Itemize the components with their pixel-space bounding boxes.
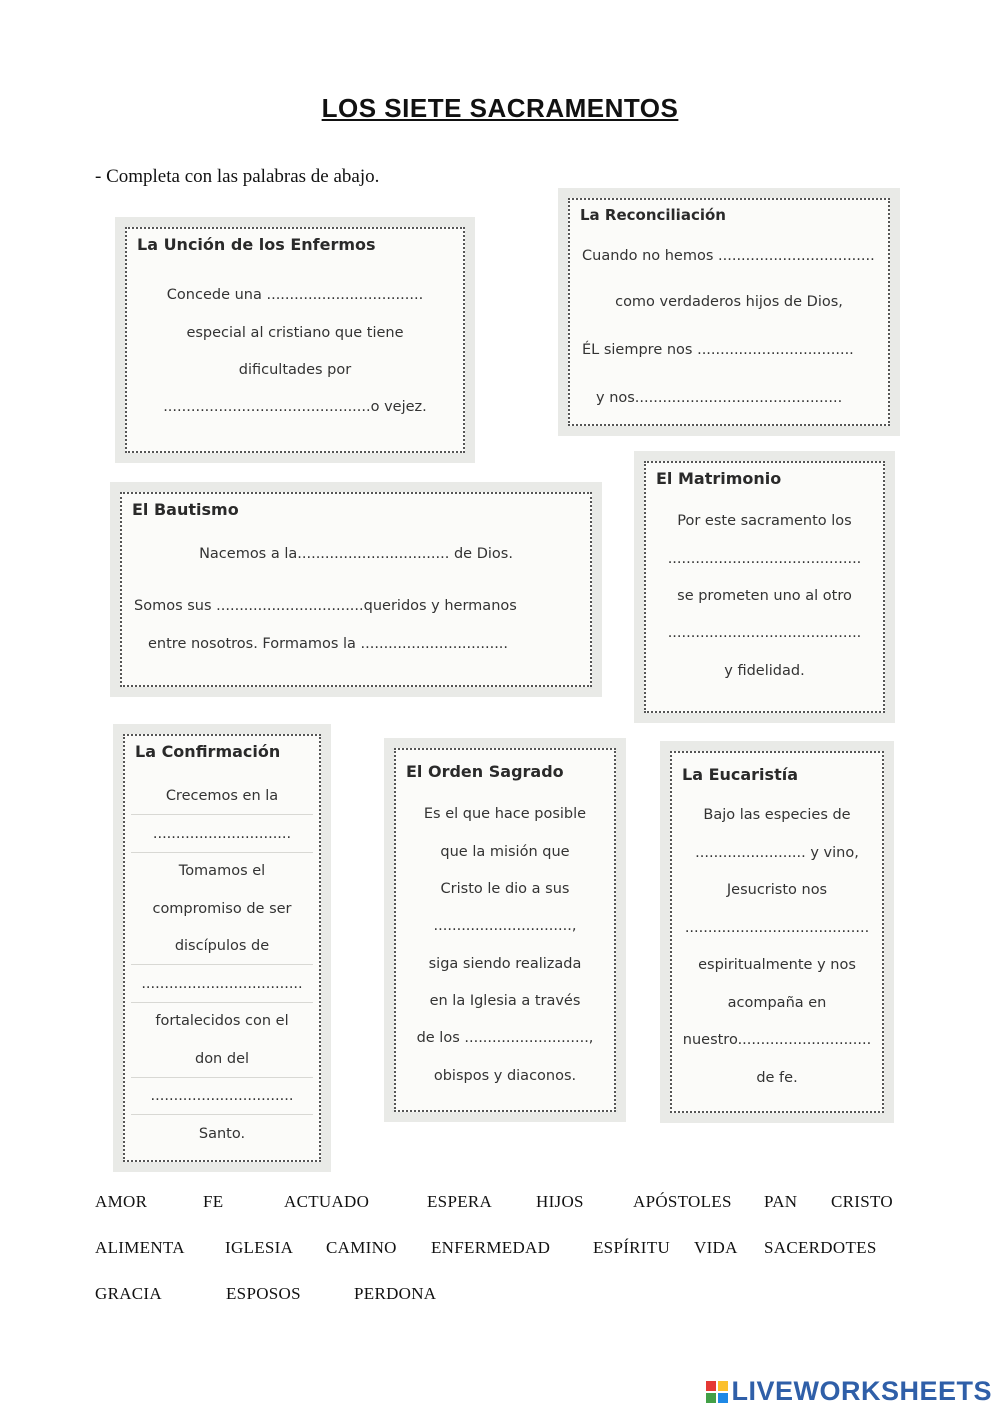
word-bank-item: ACTUADO	[284, 1192, 370, 1211]
card-line: de fe.	[756, 1070, 798, 1086]
card-uncion	[115, 217, 475, 463]
card-line: siga siendo realizada	[428, 956, 582, 972]
row-divider	[131, 1077, 313, 1078]
card-bautismo	[110, 482, 602, 697]
card-line: .............................................o vejez.	[163, 399, 427, 415]
card-title: El Orden Sagrado	[406, 762, 564, 781]
card-line: Tomamos el	[178, 863, 266, 879]
card-eucaristia	[660, 741, 894, 1123]
card-line: ...............................	[150, 1088, 294, 1104]
card-title: La Reconciliación	[580, 206, 726, 224]
card-title: El Matrimonio	[656, 469, 782, 488]
card-line: ...................................	[141, 976, 303, 992]
card-line: ........................................	[684, 920, 870, 936]
card-line: en la Iglesia a través	[429, 993, 581, 1009]
brand-name: LIVEWORKSHEETS	[731, 1376, 992, 1406]
brand-logo-icon	[706, 1381, 728, 1403]
word-bank-item: CAMINO	[326, 1238, 397, 1257]
word-bank-item: IGLESIA	[225, 1238, 294, 1257]
card-line: Concede una ..................................	[166, 287, 424, 303]
card-line: de los ...........................,	[416, 1030, 594, 1046]
card-line: ..........................................	[667, 551, 862, 567]
card-line: ÉL siempre nos ..................................	[582, 342, 854, 358]
word-bank-item: HIJOS	[536, 1192, 584, 1211]
word-bank-item: ESPOSOS	[226, 1284, 301, 1303]
card-line: obispos y diaconos.	[433, 1068, 577, 1084]
word-bank-item: FE	[203, 1192, 224, 1211]
card-title: La Confirmación	[135, 742, 281, 761]
row-divider	[131, 852, 313, 853]
card-title: El Bautismo	[132, 500, 239, 519]
card-line: Por este sacramento los	[677, 513, 852, 529]
card-line: Es el que hace posible	[423, 806, 587, 822]
row-divider	[131, 1114, 313, 1115]
word-bank-item: APÓSTOLES	[633, 1192, 732, 1211]
card-line: Santo.	[198, 1126, 246, 1142]
logo-square	[706, 1381, 716, 1391]
card-line: que la misión que	[440, 844, 570, 860]
card-matrimonio	[634, 451, 895, 723]
page-title: LOS SIETE SACRAMENTOS	[321, 93, 679, 123]
card-line: fortalecidos con el	[155, 1013, 289, 1029]
row-divider	[131, 1002, 313, 1003]
card-line: ..............................,	[433, 918, 577, 934]
card-confirmacion	[113, 724, 331, 1172]
card-line: Bajo las especies de	[703, 807, 851, 823]
card-line: entre nosotros. Formamos la ................................	[148, 636, 509, 652]
word-bank-item: SACERDOTES	[764, 1238, 877, 1257]
card-line: ..............................	[152, 826, 292, 842]
logo-square	[706, 1393, 716, 1403]
instruction-text: - Completa con las palabras de abajo.	[95, 166, 380, 187]
card-reconciliacion	[558, 188, 900, 436]
word-bank-item: ESPÍRITU	[593, 1238, 671, 1257]
card-line: Somos sus ................................queridos y hermanos	[134, 598, 517, 614]
card-line: Cristo le dio a sus	[440, 881, 570, 897]
word-bank-item: PAN	[764, 1192, 798, 1211]
card-line: acompaña en	[727, 995, 827, 1011]
logo-square	[718, 1381, 728, 1391]
card-line: Jesucristo nos	[726, 882, 828, 898]
card-line: Crecemos en la	[165, 788, 279, 804]
word-bank-item: AMOR	[95, 1192, 148, 1211]
card-line: discípulos de	[174, 938, 270, 954]
word-bank-item: ESPERA	[427, 1192, 493, 1211]
word-bank-item: PERDONA	[354, 1284, 437, 1303]
word-bank-item: ALIMENTA	[95, 1238, 185, 1257]
card-line: ..........................................	[667, 625, 862, 641]
card-line: y fidelidad.	[724, 663, 805, 679]
card-line: dificultades por	[238, 362, 352, 378]
card-line: don del	[194, 1051, 250, 1067]
card-line: Nacemos a la................................. de Dios.	[199, 546, 513, 562]
brand-footer	[706, 1376, 992, 1407]
word-bank-item: GRACIA	[95, 1284, 162, 1303]
card-line: nuestro.............................	[682, 1032, 872, 1048]
word-bank-item: ENFERMEDAD	[431, 1238, 551, 1257]
card-line: especial al cristiano que tiene	[186, 325, 404, 341]
card-line: y nos.............................................	[596, 390, 843, 406]
card-title: La Unción de los Enfermos	[137, 235, 376, 254]
card-line: espiritualmente y nos	[698, 957, 856, 973]
word-bank-item: CRISTO	[831, 1192, 893, 1211]
card-line: compromiso de ser	[152, 901, 292, 917]
card-line: Cuando no hemos ..................................	[582, 248, 875, 264]
card-line: se prometen uno al otro	[677, 588, 852, 604]
logo-square	[718, 1393, 728, 1403]
card-orden-sagrado	[384, 738, 626, 1122]
row-divider	[131, 964, 313, 965]
word-bank-item: VIDA	[694, 1238, 738, 1257]
card-title: La Eucaristía	[682, 765, 798, 784]
card-line: ........................ y vino,	[695, 845, 859, 861]
row-divider	[131, 814, 313, 815]
card-line: como verdaderos hijos de Dios,	[615, 294, 843, 310]
